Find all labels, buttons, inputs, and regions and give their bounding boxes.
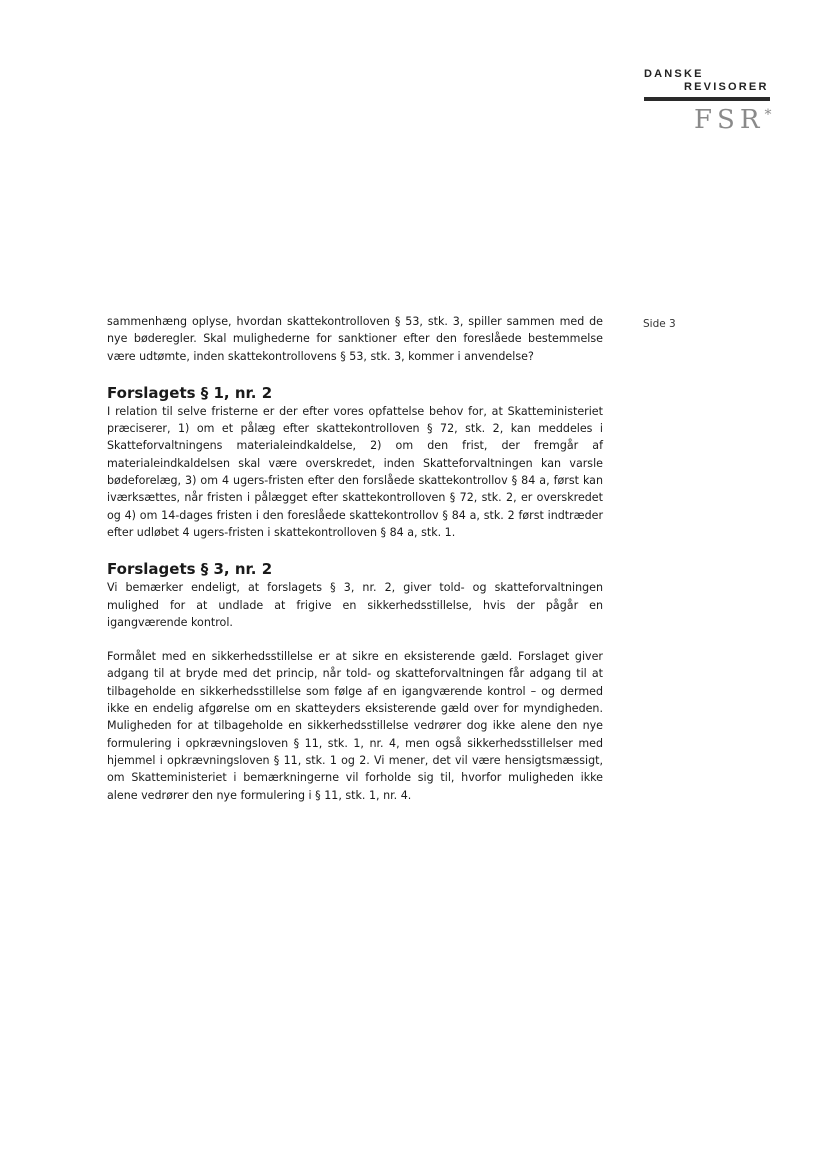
logo-text-danske: DANSKE bbox=[644, 68, 704, 80]
logo-mark-asterisk: * bbox=[764, 107, 772, 123]
section-1-paragraph: I relation til selve fristerne er der efter vores opfattelse behov for, at Skatteministeriet præciserer, 1) om et pålæg efter skattekontrolloven § 72, stk. 2, kan meddeles i Skatteforvaltningens materialeindkaldelse, 2) om den frist, der fremgår af materialeindkaldelsen skal være overskredet, inden Skatteforvaltningen kan varsle bødeforelæg, 3) om 4 ugers-fristen efter den forslåede skattekontrollov § 84 a, først kan iværksættes, når fristen i pålægget efter skattekontrolloven § 72, stk. 2, er overskredet og 4) om 14-dages fristen i den foreslåede skattekontrollov § 84 a, stk. 2 først indtræder efter udløbet 4 ugers-fristen i skattekontrolloven § 84 a, stk. 1. bbox=[107, 404, 603, 539]
section-2-paragraph-2: Formålet med en sikkerhedsstillelse er at sikre en eksisterende gæld. Forslaget giver adgang til at bryde med det princip, når told- og skatteforvaltningen får adgang til at tilbageholde en sikkerhedsstillelse som følge af en igangværende kontrol – og dermed ikke en endelig afgørelse om en skatteyders eksisterende gæld over for myndigheden. Muligheden for at tilbageholde en sikkerhedsstillelse vedrører dog ikke alene den nye formulering i opkrævningsloven § 11, stk. 1, nr. 4, men også sikkerhedsstillelser med hjemmel i opkrævningsloven § 11, stk. 1 og 2. Vi mener, det vil være hensigtsmæssigt, om Skatteministeriet i bemærkningerne vil forholde sig til, hvorfor muligheden ikke alene vedrører den nye formulering i § 11, stk. 1, nr. 4. bbox=[107, 650, 603, 802]
logo-text-revisorer: REVISORER bbox=[684, 81, 769, 93]
intro-paragraph: sammenhæng oplyse, hvordan skattekontrolloven § 53, stk. 3, spiller sammen med de nye bøderegler. Skal mulighederne for sanktioner efter den foreslåede bestemmelse være udtømte, inden skattekontrollovens § 53, stk. 3, kommer i anvendelse? bbox=[107, 315, 603, 363]
section-heading-2: Forslagets § 3, nr. 2 bbox=[107, 560, 273, 579]
section-2-paragraph: Vi bemærker endeligt, at forslagets § 3, nr. 2, giver told- og skatteforvaltningen mulighed for at undlade at frigive en sikkerhedsstillelse, hvis der pågår en igangværende kontrol. bbox=[107, 581, 603, 629]
logo-divider bbox=[644, 97, 770, 101]
section-heading-1: Forslagets § 1, nr. 2 bbox=[107, 383, 273, 402]
logo-mark-text: FSR bbox=[694, 105, 765, 135]
logo-mark bbox=[694, 102, 771, 133]
page-number: Side 3 bbox=[643, 318, 676, 330]
fsr-logo bbox=[640, 68, 772, 135]
document-body bbox=[107, 313, 603, 804]
